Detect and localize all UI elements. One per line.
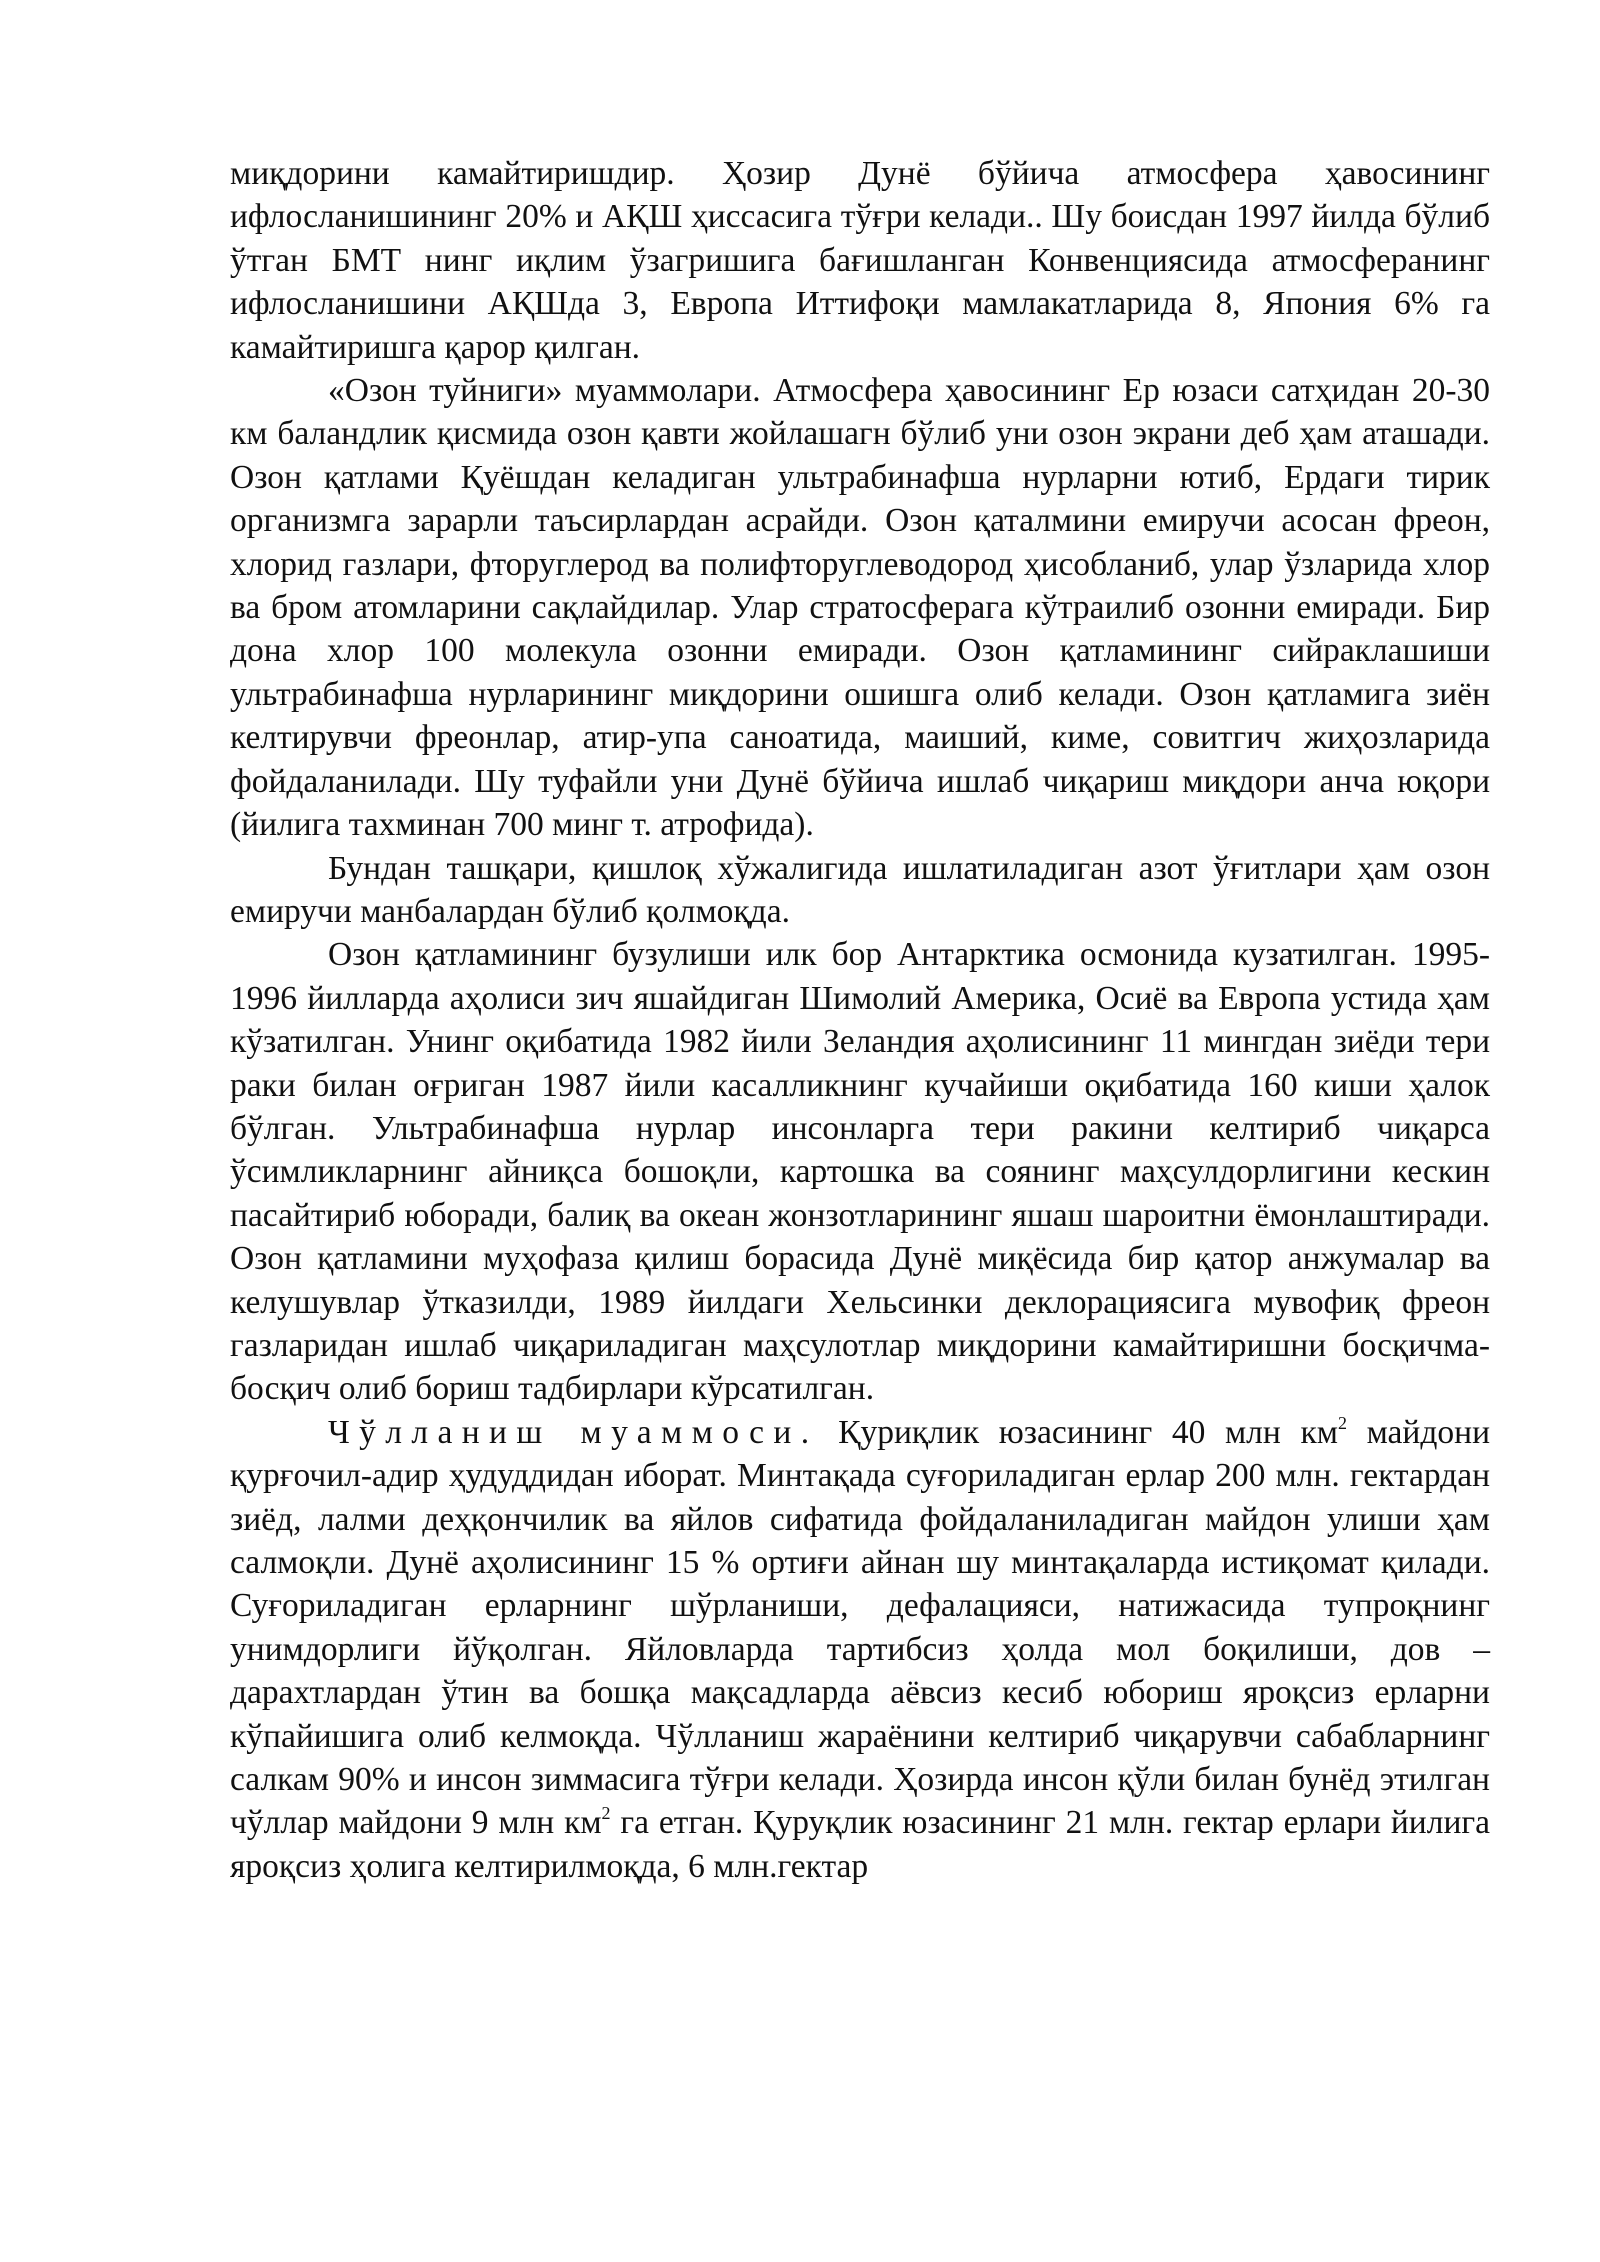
document-body xyxy=(230,152,1490,1888)
superscript-2: 2 xyxy=(601,1803,611,1824)
paragraph-ozone-hole: «Озон туйниги» муаммолари. Атмосфера ҳавосининг Ер юзаси сатҳидан 20-30 км баландлик қисмида озон қавти жойлашагн бўлиб уни озон экрани деб ҳам аташади. Озон қатлами Қуёшдан келадиган ультрабинафша нурларни ютиб, Ердаги тирик организмга зарарли таъсирлардан асрайди. Озон қаталмини емиручи асосан фреон, хлорид газлари, фторуглерод ва полифторуглеводород ҳисобланиб, улар ўзларида хлор ва бром атомларини сақлайдилар. Улар стратосферага кўтраилиб озонни емиради. Бир дона хлор 100 молекула озонни емиради. Озон қатламининг сийраклашиши ультрабинафша нурларининг миқдорини ошишга олиб келади. Озон қатламига зиён келтирувчи фреонлар, атир-упа саноатида, маиший, киме, совитгич жиҳозларида фойдаланилади. Шу туфайли уни Дунё бўйича ишлаб чиқариш миқдори анча юқори (йилига тахминан 700 минг т. атрофида). xyxy=(230,372,1490,844)
paragraph-text-part: майдони қурғочил-адир ҳудуддидан иборат. Минтақада суғориладиган ерлар 200 млн. гектардан зиёд, лалми деҳқончилик ва яйлов сифатида фойдаланиладиган майдон улиши ҳам салмоқли. Дунё аҳолисининг 15 % ортиғи айнан шу минтақаларда истиқомат қилади. Суғориладиган ерларнинг шўрланиши, дефалацияси, натижасида тупроқнинг унимдорлиги йўқолган. Яйловларда тартибсиз ҳолда мол боқилиши, дов – дарахтлардан ўтин ва бошқа мақсадларда аёвсиз кесиб юбориш яроқсиз ерларни кўпайишига олиб келмоқда. Чўлланиш жараёнини келтириб чиқарувчи сабабларнинг салкам 90% и инсон зиммасига тўғри келади. Ҳозирда инсон қўли билан бунёд этилган чўллар майдони 9 млн км xyxy=(230,1413,1490,1842)
paragraph-text-part: га етган. Қуруқлик юзасининг 21 млн. гектар ерлари йилига яроқсиз ҳолига келтирилмоқда, 6 млн.гектар xyxy=(230,1804,1490,1885)
paragraph-ozone-depletion: Озон қатламининг бузулиши илк бор Антарктика осмонида кузатилган. 1995-1996 йилларда аҳолиси зич яшайдиган Шимолий Америка, Осиё ва Европа устида ҳам кўзатилган. Унинг оқибатида 1982 йили Зеландия аҳолисининг 11 мингдан зиёди тери раки билан оғриган 1987 йили касалликнинг кучайиши оқибатида 160 киши ҳалок бўлган. Ультрабинафша нурлар инсонларга тери ракини келтириб чиқарса ўсимликларнинг айниқса бошоқли, картошка ва соянинг маҳсулдорлигини кескин пасайтириб юборади, балиқ ва океан жонзотларининг яшаш шароитни ёмонлаштиради. Озон қатламини муҳофаза қилиш борасида Дунё миқёсида бир қатор анжумалар ва келушувлар ўтказилди, 1989 йилдаги Хельсинки деклорациясига мувофиқ фреон газларидан ишлаб чиқариладиган маҳсулотлар миқдорини камайтиришни босқичма-босқич олиб бориш тадбирлари кўрсатилган. xyxy=(230,936,1490,1408)
superscript-2: 2 xyxy=(1337,1412,1347,1433)
paragraph-text-part: Қуриқлик юзасининг 40 млн км xyxy=(818,1413,1338,1451)
paragraph-nitrogen-fertilizers: Бундан ташқари, қишлоқ хўжалигида ишлатиладиган азот ўғитлари ҳам озон емиручи манбалардан бўлиб қолмоқда. xyxy=(230,849,1490,930)
paragraph-continuation: миқдорини камайтиришдир. Ҳозир Дунё бўйича атмосфера ҳавосининг ифлосланишининг 20% и АҚШ ҳиссасига тўғри келади.. Шу боисдан 1997 йилда бўлиб ўтган БМТ нинг иқлим ўзагришига бағишланган Конвенциясида атмосферанинг ифлосланишини АҚШда 3, Европа Иттифоқи мамлакатларида 8, Япония 6% га камайтиришга қарор қилган. xyxy=(230,155,1490,366)
section-heading-desertification: Чўлланиш муаммоси. xyxy=(328,1413,819,1451)
paragraph-desertification xyxy=(230,1411,1490,1888)
